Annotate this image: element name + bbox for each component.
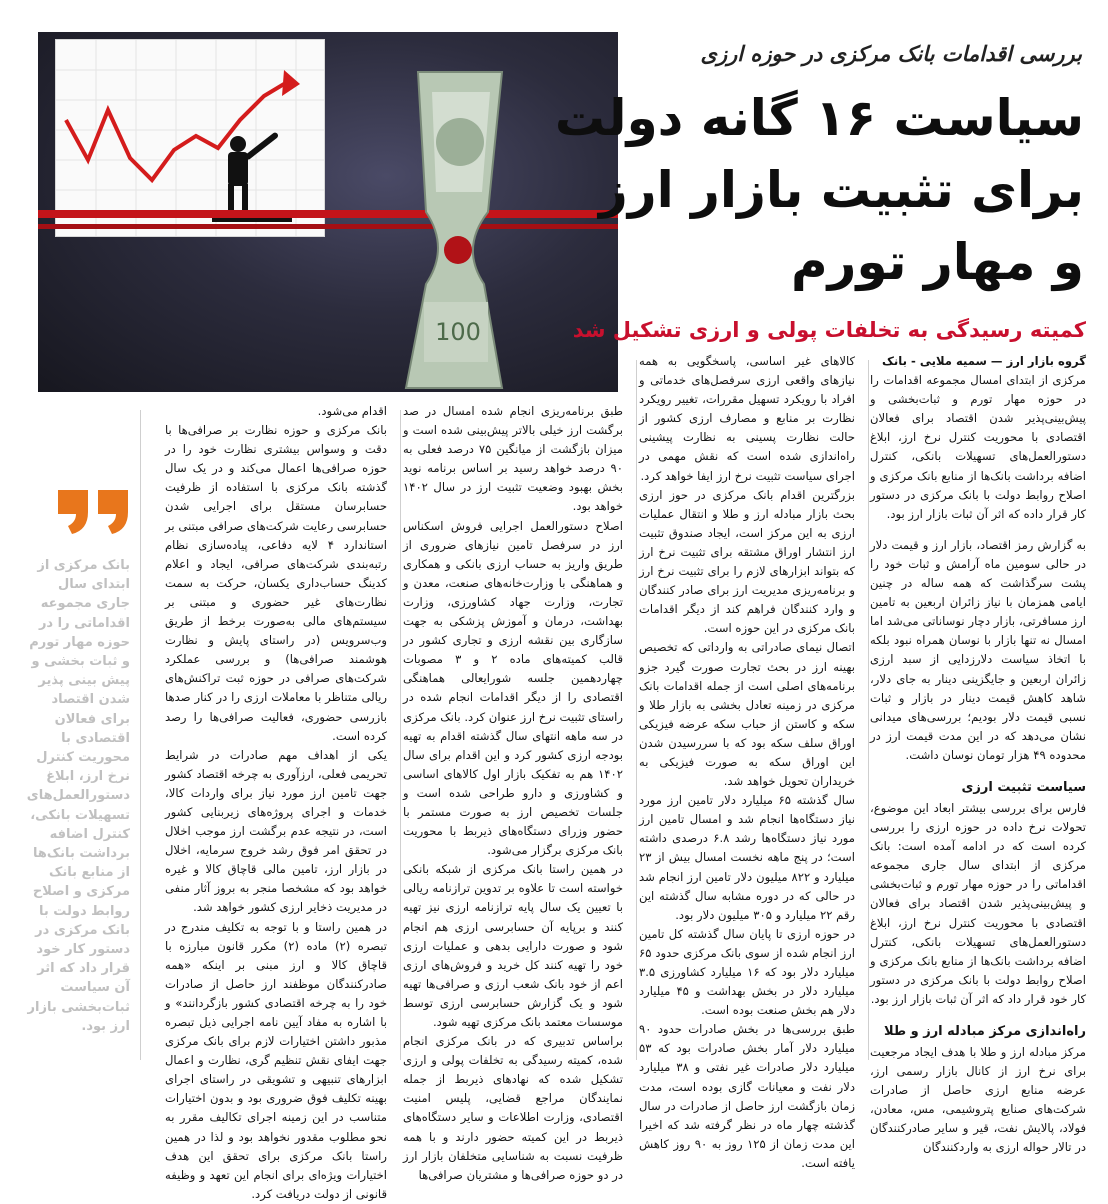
headline-line-1: سیاست ۱۶ گانه دولت — [554, 89, 1084, 147]
column-1-paragraph: مرکز مبادله ارز و طلا با هدف ایجاد مرجعیت برای نرخ ارز از کانال بازار رسمی ارز، عرضه منابع ارزی حاصل از صادرات شرکت‌های صنایع پتروشیمی، مس، معادن، فولاد، پالایش نفت، قیر و سایر صادرکنندگان در تالار حواله ارزی به واردکنندگان — [870, 1045, 1086, 1155]
pull-quote: بانک مرکزی از ابتدای سال جاری مجموعه اقداماتی را در حوزه مهار تورم و ثبات بخشی و پیش بینی پذیر شدن اقتصاد برای فعالان اقتصادی با محوریت کنترل نرخ ارز، ابلاغ دستورالعمل‌های تسهیلات بانکی، کنترل اضافه برداشت بانک‌ها از منابع بانک مرکزی و اصلاح روابط دولت با بانک مرکزی در دستور کار خود قرار داد که اثر آن سیاست ثبات‌بخشی بازار ارز بود. — [26, 558, 130, 1034]
column-1-paragraph: به گزارش رمز اقتصاد، بازار ارز و قیمت دلار در حالی سومین ماه آرامش و ثبات خود را پشت سرگذاشت که همه ساله در چنین ایامی همزمان با نیاز زائران اربعین به تامین ارز مسافرتی، بازار دچار نوساناتی می‌شد اما امسال نه تنها بازار با نوسان همراه نبود بلکه با اتخاذ سیاست دلارزدایی از سبد ارزی زائران اربعین و جایگزینی دینار به جای دلار، شاهد کاهش قیمت دینار در بازار و ثبات نسبی قیمت دلار بودیم؛ بررسی‌های میدانی نشان می‌دهد که در این مدت قیمت ارز در محدوده ۴۹ هزار تومان نوسان داشت. — [870, 537, 1086, 762]
red-rope — [38, 210, 618, 218]
article-column-3 — [403, 402, 624, 1182]
headline-line-2: برای تثبیت بازار ارز — [599, 161, 1084, 219]
column-2-paragraph: طبق بررسی‌ها در بخش صادرات حدود ۹۰ میلیارد دلار آمار بخش صادرات بود که ۵۳ میلیارد دلار صادرات غیر نفتی و ۳۸ میلیارد دلار نفت و معیانات گازی بوده است، مدت زمان بازگشت ارز حاصل از صادرات در سال گذشته چهار ماه در نظر گرفته شد که اخیرا این مدت زمان از ۱۲۵ روز به ۹۰ روز کاهش یافته است. — [639, 1022, 856, 1170]
column-3-paragraph: براساس تدبیری که در بانک مرکزی انجام شده، کمیته رسیدگی به تخلفات پولی و ارزی تشکیل شده که نهادهای ذیربط از جمله نمایندگان مراجع قضایی، پلیس امنیت اقتصادی، وزارت اطلاعات و سایر دستگاه‌های ذیربط در این کمیته حضور دارند و با همه ظرفیت نسبت به شناسایی متخلفان بازار ارز در دو حوزه صرافی‌ها و مشتریان صرافی‌ها — [403, 1034, 623, 1182]
svg-text:100: 100 — [435, 318, 481, 346]
sub-headline: کمیته رسیدگی به تخلفات پولی و ارزی تشکیل شد — [572, 318, 1086, 342]
column-2-paragraph: در حوزه ارزی تا پایان سال گذشته کل تامین ارز انجام شده از سوی بانک مرکزی حدود ۶۵ میلیارد دلار بود که ۱۶ میلیارد کشاورزی ۳.۵ میلیارد دلار در بخش بهداشت و ۴۵ میلیارد دلار هم بخش صنعت بوده است. — [639, 926, 855, 1018]
column-4-paragraph: یکی از اهداف مهم صادرات در شرایط تحریمی فعلی، ارزآوری به چرخه اقتصاد کشور جهت تامین ارز مورد نیاز برای واردات کالا، خدمات و اجرای پروژه‌های زیربنایی کشور است، در نتیجه عدم برگشت ارز موجب اخلال در تحقق امر فوق رشد خروج سرمایه، اخلال در بازار ارز، تامین مالی قاچاق کالا و غیره خواهد بود که مشخصا منجر به بروز آثار منفی در مدیریت ذخایر ارزی کشور خواهد شد. — [165, 747, 387, 915]
headline-line-3: و مهار تورم — [791, 233, 1084, 291]
red-rope-lower — [38, 224, 618, 229]
column-1-paragraph: مرکزی از ابتدای امسال مجموعه اقدامات را در حوزه مهار تورم و ثبات‌بخشی و پیش‌بینی‌پذیر شدن اقتصاد برای فعالان اقتصادی با محوریت کنترل نرخ ارز، ابلاغ دستورالعمل‌های تسهیلات بانکی، کنترل اضافه برداشت بانک‌ها از منابع بانک مرکزی و اصلاح روابط دولت با بانک مرکزی در دستور کار قرار داده که اثر آن ثبات بازار ارز بود. — [870, 373, 1086, 521]
section-heading: سیاست تثبیت ارزی — [961, 779, 1086, 795]
column-3-paragraph: اصلاح دستورالعمل اجرایی فروش اسکناس ارز در سرفصل تامین نیازهای ضروری از طریق واریز به حساب ارزی بانکی و همکاری و هماهنگی با وزارت‌خانه‌های صنعت، معدن و تجارت، وزارت جهاد کشاورزی، وزارت بهداشت، درمان و آموزش پزشکی به جهت سازگاری بین نقشه ارزی و تجاری کشور در قالب کمیته‌های ماده ۲ و ۳ مصوبات چهاردهمین جلسه شورایعالی هماهنگی اقتصادی را از دیگر اقدامات انجام شده در راستای تثبیت نرخ ارز عنوان کرد. بانک مرکزی در سه ماهه انتهای سال گذشته اقدام به تهیه بودجه ارزی کشور کرد و این اقدام برای سال ۱۴۰۲ هم به تفکیک بازار اول کالاهای اساسی و کشاورزی و دارو طراحی شده است و جلسات تخصیص ارز به صورت مستمر با حضور وزرای دستگاه‌های ذیربط با محوریت بانک مرکزی برگزار می‌شود. — [403, 518, 623, 858]
column-3-paragraph: طبق برنامه‌ریزی انجام شده امسال در صد برگشت ارز خیلی بالاتر پیش‌بینی شده است و میزان بازگشت از میانگین ۷۵ درصد فعلی به ۹۰ درصد خواهد رسید بر اساس برنامه نوید بخش بهبود وضعیت تثبیت ارز در سال ۱۴۰۲ خواهد بود. — [403, 404, 624, 514]
quote-mark-icon — [54, 486, 134, 536]
dollar-bill-icon — [398, 72, 518, 388]
column-4-paragraph: اقدام می‌شود. — [317, 404, 387, 418]
column-2-paragraph: بزرگترین اقدام بانک مرکزی در حوز ارزی بحث بازار مبادله ارز و طلا و انتقال عملیات ارزی به این مرکز است، ایجاد صندوق تثبیت ارز انتشار اوراق مشتقه برای تثبیت نرخ ارز که بتواند ابزارهای لازم را برای تثبیت نرخ ارز و برنامه‌ریزی مدیریت ارز برای صادر کنندگان و وارد کنندگان فراهم کند از دیگر اقدامات بانک مرکزی در این حوزه است. — [639, 487, 855, 636]
kicker-title: بررسی اقدامات بانک مرکزی در حوزه ارزی — [700, 42, 1082, 66]
column-2-paragraph: اتصال نیمای صادراتی به وارداتی که تخصیص بهینه ارز در بحث تجارت صورت گیرد جزو برنامه‌های اصلی است از جمله اقدامات بانک مرکزی در زمینه تعادل بخشی به بازار طلا و سکه و کاستن از حباب سکه عرضه فیزیکی اوراق سلف سکه بود که با سررسیدن شدن این اوراق سکه به صورت فیزیکی به خریداران تحویل خواهد شد. — [639, 640, 855, 789]
column-2-paragraph: سال گذشته ۶۵ میلیارد دلار تامین ارز مورد نیاز دستگاه‌ها انجام شد و امسال تامین ارز مورد نیاز دستگاه‌ها رشد ۶.۸ درصدی داشته است؛ در پنج ماهه نخست امسال بیش از ۲۳ میلیارد و ۸۲۲ میلیون دلار تامین ارز انجام شد در حالی که در دوره مشابه سال گذشته این رقم ۲۲ میلیارد و ۳۰۵ میلیون دلار بود. — [639, 793, 855, 922]
column-4-paragraph: در همین راستا و با توجه به تکلیف مندرج در تبصره (۲) ماده (۲) مکرر قانون مبارزه با قاچاق کالا و ارز مبنی بر اینکه «همه صادرکنندگان موظفند ارز حاصل از صادرات خود را به چرخه اقتصادی کشور بازگردانند» و با اشاره به مفاد آیین نامه اجرایی ذیل تبصره مذبور داشتن اختیارات لازم برای بانک مرکزی جهت ایفای نقش تنظیم گری، نظارت و اعمال ابزارهای تنبیهی و تشویقی در راستای اجرای بهینه تکلیف فوق ضروری بود و بدون اختیارات متناسب در این زمینه اجرای تکالیف مقرر به نحو مطلوب مقدور نخواهد بود و لذا در همین راستا بانک مرکزی برای تحقق این هدف اختیارات ویژه‌ای برای انجام این تعهد و وظیفه قانونی از دولت دریافت کرد. — [165, 919, 387, 1201]
column-4-paragraph: بانک مرکزی و حوزه نظارت بر صرافی‌ها با دقت و وسواس بیشتری نظارت خود را در حوزه صرافی‌ها اعمال می‌کند و در یک سال گذشته بانک مرکزی با استفاده از ظرفیت حسابرسان مستقل برای اجرایی شدن حسابرسی رعایت شرکت‌های صرافی مبتنی بر استاندارد ۴ لایه دفاعی، پیاده‌سازی نظام رتبه‌بندی شرکت‌های صرافی، ایجاد و اعلام کدینگ حساب‌داری یکسان، حرکت به سمت نظارت‌های غیر حضوری و مبتنی بر سیستم‌های مالی به‌صورت برخط از طریق وب‌سرویس (در راستای پایش و نظارت هوشمند صرافی‌ها) و بررسی عملکرد شرکت‌های صرافی در حوزه ثبت تراکنش‌های ریالی متناظر با معاملات ارزی را در کنار صدها بازرسی حضوری، فعالیت صرافی‌ها را رصد کرده است. — [165, 423, 387, 743]
column-divider — [140, 410, 141, 1060]
article-column-4 — [165, 402, 387, 1201]
column-2-paragraph: کالاهای غیر اساسی، پاسخگویی به همه نیازهای واقعی ارزی سرفصل‌های خدماتی و افراد با رویکرد تسهیل مقررات، تغییر رویکرد نظارت بر منابع و مصارف ارزی کشور از حالت نظارت پسینی به نظارت پیشینی راه‌اندازی شده است که نقش مهمی در اجرای سیاست تثبیت نرخ ارز ایفا خواهد کرد. — [639, 354, 855, 483]
section-heading: راه‌اندازی مرکز مبادله ارز و طلا — [883, 1024, 1086, 1039]
hero-image — [38, 32, 618, 392]
column-1-byline: گروه بازار ارز — سمیه ملایی - بانک — [882, 354, 1086, 368]
article-column-1 — [870, 352, 1086, 1155]
column-divider — [868, 360, 869, 1060]
article-column-2 — [639, 352, 856, 1170]
column-1-paragraph: فارس برای بررسی بیشتر ابعاد این موضوع، تحولات نرخ داده در حوزه ارزی را بررسی کرده است که در ادامه آمده است: بانک مرکزی از ابتدای سال جاری مجموعه اقداماتی را در حوزه مهار تورم و ثبات‌بخشی و پیش‌بینی‌پذیر شدن اقتصاد برای فعالان اقتصادی با محوریت کنترل نرخ ارز، ابلاغ دستورالعمل‌های تسهیلات بانکی، کنترل اضافه برداشت بانک‌ها از منابع بانک مرکزی و اصلاح روابط دولت با بانک مرکزی در دستور کار خود قرار داد که اثر آن ثبات بازار ارز بود. — [870, 800, 1086, 1006]
rising-chart-icon — [56, 40, 324, 236]
column-3-paragraph: در همین راستا بانک مرکزی از شبکه بانکی خواسته است تا علاوه بر تدوین ترازنامه ریالی با تعیین یک سال پایه ترازنامه ارزی نیز تهیه کنند و برپایه آن حسابرسی ارزی هم انجام شود و صورت دارایی بدهی و عملیات ارزی خود را تهیه کنند کل خرید و فروش‌های ارزی اعم از خود بانک شعب ارزی و صرافی‌ها تهیه شود و یک گزارش حسابرسی ارزی توسط موسسات معتمد بانک مرکزی تهیه شود. — [403, 862, 623, 1029]
column-divider — [400, 410, 401, 1060]
page-headline — [554, 82, 1084, 298]
column-divider — [636, 360, 637, 1060]
